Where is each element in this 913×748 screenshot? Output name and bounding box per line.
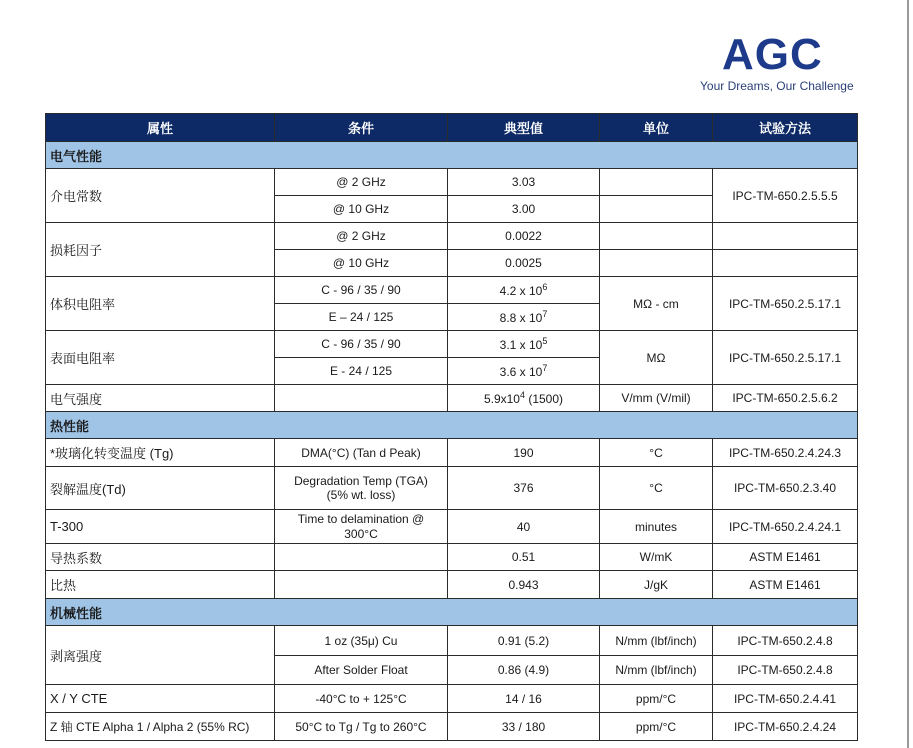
- condition-cell: [275, 544, 448, 571]
- value-cell: 0.943: [448, 571, 600, 599]
- properties-table: [45, 113, 858, 741]
- section-row: [46, 599, 858, 626]
- logo-text: AGC: [722, 30, 823, 79]
- table-row: [46, 467, 858, 510]
- condition-cell: E - 24 / 125: [275, 358, 448, 385]
- table-header-row: [46, 114, 858, 142]
- condition-cell: C - 96 / 35 / 90: [275, 277, 448, 304]
- condition-cell: [275, 571, 448, 599]
- value-base: 3.1 x 10: [499, 338, 543, 352]
- method-cell: IPC-TM-650.2.4.24: [713, 713, 858, 741]
- condition-cell: @ 2 GHz: [275, 169, 448, 196]
- method-cell: IPC-TM-650.2.4.41: [713, 685, 858, 713]
- unit-cell: [600, 250, 713, 277]
- table-row: [46, 544, 858, 571]
- value-cell: 14 / 16: [448, 685, 600, 713]
- property-name: 裂解温度(Td): [46, 467, 275, 510]
- value-cell: [448, 304, 600, 331]
- value-base: 5.9x10: [483, 392, 520, 406]
- method-cell: [713, 250, 858, 277]
- value-base: 4.2 x 10: [499, 284, 543, 298]
- unit-cell: °C: [600, 467, 713, 510]
- unit-cell: J/gK: [600, 571, 713, 599]
- unit-cell: W/mK: [600, 544, 713, 571]
- method-cell: ASTM E1461: [713, 544, 858, 571]
- condition-cell: [275, 385, 448, 412]
- unit-cell: minutes: [600, 510, 713, 544]
- section-electrical: 电气性能: [46, 142, 858, 169]
- table-row: [46, 626, 858, 656]
- value-cell: 0.91 (5.2): [448, 626, 600, 656]
- header-test-method: 试验方法: [713, 114, 858, 142]
- value-cell: [448, 385, 600, 412]
- method-cell: IPC-TM-650.2.3.40: [713, 467, 858, 510]
- table-row: [46, 223, 858, 250]
- value-cell: 3.03: [448, 169, 600, 196]
- value-cell: 0.86 (4.9): [448, 656, 600, 685]
- header-typical-value: 典型值: [448, 114, 600, 142]
- value-cell: 376: [448, 467, 600, 510]
- condition-cell: 50°C to Tg / Tg to 260°C: [275, 713, 448, 741]
- property-name: Z 轴 CTE Alpha 1 / Alpha 2 (55% RC): [46, 713, 275, 741]
- method-cell: IPC-TM-650.2.5.6.2: [713, 385, 858, 412]
- header-unit: 单位: [600, 114, 713, 142]
- unit-cell: [600, 223, 713, 250]
- header-property: 属性: [46, 114, 275, 142]
- method-cell: IPC-TM-650.2.5.5.5: [713, 169, 858, 223]
- condition-cell: @ 10 GHz: [275, 250, 448, 277]
- page-edge-line: [907, 0, 909, 748]
- method-cell: IPC-TM-650.2.4.24.1: [713, 510, 858, 544]
- table-row: [46, 571, 858, 599]
- value-exponent: 7: [542, 309, 548, 319]
- table-row: [46, 713, 858, 741]
- unit-cell: ppm/°C: [600, 685, 713, 713]
- condition-line: Degradation Temp (TGA): [294, 474, 428, 488]
- value-exponent: 6: [542, 282, 548, 292]
- section-thermal: 热性能: [46, 412, 858, 439]
- condition-line: Time to delamination @: [297, 511, 425, 526]
- value-base: 3.6 x 10: [499, 365, 543, 379]
- condition-cell: @ 10 GHz: [275, 196, 448, 223]
- unit-cell: °C: [600, 439, 713, 467]
- unit-cell: [600, 196, 713, 223]
- unit-cell: [600, 169, 713, 196]
- method-cell: ASTM E1461: [713, 571, 858, 599]
- table-row: [46, 169, 858, 196]
- condition-line: 300°C: [344, 526, 378, 541]
- value-cell: [448, 277, 600, 304]
- unit-cell: MΩ - cm: [600, 277, 713, 331]
- property-name: T-300: [46, 510, 275, 544]
- condition-cell: @ 2 GHz: [275, 223, 448, 250]
- property-name: 表面电阻率: [46, 331, 275, 385]
- method-cell: IPC-TM-650.2.4.8: [713, 626, 858, 656]
- value-cell: 0.0022: [448, 223, 600, 250]
- condition-cell: DMA(°C) (Tan d Peak): [275, 439, 448, 467]
- section-row: [46, 142, 858, 169]
- property-name: 导热系数: [46, 544, 275, 571]
- header-condition: 条件: [275, 114, 448, 142]
- condition-cell: [275, 510, 448, 544]
- section-mechanical: 机械性能: [46, 599, 858, 626]
- table-row: [46, 439, 858, 467]
- value-cell: 0.51: [448, 544, 600, 571]
- method-cell: IPC-TM-650.2.4.24.3: [713, 439, 858, 467]
- value-cell: [448, 331, 600, 358]
- property-name: 剥离强度: [46, 626, 275, 685]
- property-name: 损耗因子: [46, 223, 275, 277]
- table-row: [46, 277, 858, 304]
- table-row: [46, 510, 858, 544]
- table-row: [46, 331, 858, 358]
- condition-cell: After Solder Float: [275, 656, 448, 685]
- value-cell: 190: [448, 439, 600, 467]
- method-cell: IPC-TM-650.2.5.17.1: [713, 331, 858, 385]
- value-cell: 0.0025: [448, 250, 600, 277]
- property-name: 介电常数: [46, 169, 275, 223]
- condition-cell: 1 oz (35μ) Cu: [275, 626, 448, 656]
- value-cell: [448, 358, 600, 385]
- unit-cell: N/mm (lbf/inch): [600, 626, 713, 656]
- method-cell: IPC-TM-650.2.5.17.1: [713, 277, 858, 331]
- value-exponent: 5: [542, 336, 548, 346]
- unit-cell: MΩ: [600, 331, 713, 385]
- value-exponent: 4: [519, 390, 525, 400]
- unit-cell: V/mm (V/mil): [600, 385, 713, 412]
- unit-cell: ppm/°C: [600, 713, 713, 741]
- condition-cell: E – 24 / 125: [275, 304, 448, 331]
- table-row: [46, 385, 858, 412]
- method-cell: IPC-TM-650.2.4.8: [713, 656, 858, 685]
- condition-cell: -40°C to + 125°C: [275, 685, 448, 713]
- property-name: *玻璃化转变温度 (Tg): [46, 439, 275, 467]
- value-cell: 40: [448, 510, 600, 544]
- logo-tagline: Your Dreams, Our Challenge: [700, 79, 854, 93]
- property-name: X / Y CTE: [46, 685, 275, 713]
- method-cell: [713, 223, 858, 250]
- value-suffix: (1500): [525, 392, 564, 406]
- value-base: 8.8 x 10: [499, 311, 543, 325]
- section-row: [46, 412, 858, 439]
- property-name: 比热: [46, 571, 275, 599]
- condition-cell: C - 96 / 35 / 90: [275, 331, 448, 358]
- value-exponent: 7: [542, 363, 548, 373]
- value-cell: 33 / 180: [448, 713, 600, 741]
- condition-line: (5% wt. loss): [326, 488, 396, 502]
- unit-cell: N/mm (lbf/inch): [600, 656, 713, 685]
- agc-logo: [700, 31, 860, 101]
- value-cell: 3.00: [448, 196, 600, 223]
- property-name: 电气强度: [46, 385, 275, 412]
- property-name: 体积电阻率: [46, 277, 275, 331]
- table-row: [46, 685, 858, 713]
- condition-cell: [275, 467, 448, 510]
